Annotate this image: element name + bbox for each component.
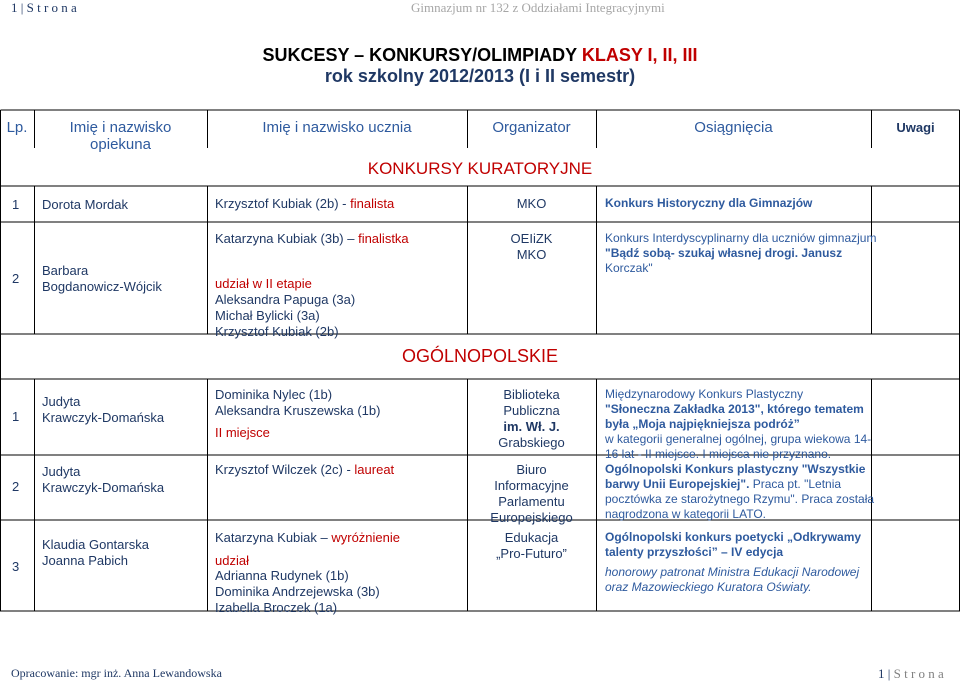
header-lp: Lp. xyxy=(6,119,28,136)
page-word: S t r o n a xyxy=(893,666,944,681)
row-lp: 2 xyxy=(12,479,20,494)
row-opiekun: Dorota Mordak xyxy=(42,197,128,212)
row-uczen-list xyxy=(215,292,355,340)
row-opiekun xyxy=(42,263,162,295)
row-opiekun-line1: Judyta xyxy=(42,464,81,479)
row-opiekun-line2: Krawczyk-Domańska xyxy=(42,480,165,495)
organizator-line: Publiczna xyxy=(503,403,560,418)
row-osiagniecia-note xyxy=(605,565,859,595)
row-opiekun-line1: Judyta xyxy=(42,394,81,409)
osiagniecia-line: honorowy patronat Ministra Edukacji Narodowej xyxy=(605,565,860,579)
row-opiekun-line1: Klaudia Gontarska xyxy=(42,537,149,552)
page-number: 1 | xyxy=(878,666,894,681)
row-uczen-name: Katarzyna Kubiak (3b) – xyxy=(215,231,359,246)
osiagniecia-line: Konkurs Interdyscyplinarny dla uczniów gimnazjum xyxy=(605,231,877,245)
osiagniecia-line: Ogólnopolski Konkurs plastyczny "Wszystkie xyxy=(605,462,866,476)
organizator-line: Biuro xyxy=(516,462,547,477)
row-uczen-participation: udział xyxy=(215,553,249,568)
student-name: Aleksandra Papuga (3a) xyxy=(215,292,356,307)
title-part-a: SUKCESY – KONKURSY/OLIMPIADY xyxy=(262,45,582,65)
row-osiagniecia xyxy=(605,231,876,276)
section-kuratoryjne: KONKURSY KURATORYJNE xyxy=(367,159,593,178)
row-opiekun xyxy=(42,394,164,426)
row-uczen-participation: udział w II etapie xyxy=(215,276,312,291)
osiagniecia-line: Ogólnopolski konkurs poetycki „Odkrywamy xyxy=(605,530,862,544)
row-opiekun-line2: Bogdanowicz-Wójcik xyxy=(42,279,162,294)
organizator-line: Biblioteka xyxy=(503,387,560,402)
title-part-b: KLASY I, II, III xyxy=(581,45,698,65)
row-uczen-result: laureat xyxy=(354,462,395,477)
row-lp: 1 xyxy=(12,197,20,212)
section-ogolnopolskie: OGÓLNOPOLSKIE xyxy=(401,346,559,366)
row-organizator xyxy=(467,462,596,526)
document-subtitle: rok szkolny 2012/2013 (I i II semestr) xyxy=(324,66,636,86)
organizator-line: Edukacja xyxy=(504,530,559,545)
student-name: Michał Bylicki (3a) xyxy=(215,308,320,323)
organizator-line: „Pro-Futuro” xyxy=(496,546,567,561)
header-uwagi: Uwagi xyxy=(896,120,935,135)
osiagniecia-line: Korczak" xyxy=(605,261,653,275)
row-opiekun xyxy=(42,464,164,496)
osiagniecia-line: Międzynarodowy Konkurs Plastyczny xyxy=(605,387,804,401)
osiagniecia-line: była „Moja najpiękniejsza podróż” xyxy=(605,417,800,431)
author-footer: Opracowanie: mgr inż. Anna Lewandowska xyxy=(11,666,222,680)
student-name: Dominika Nylec (1b) xyxy=(215,387,333,402)
row-opiekun xyxy=(42,537,149,569)
organizator-line: Europejskiego xyxy=(490,510,573,525)
osiagniecia-line: talenty przyszłości” – IV edycja xyxy=(605,545,784,559)
page-number-footer xyxy=(878,666,944,682)
osiagniecia-line: Praca pt. "Letnia xyxy=(749,477,842,491)
row-osiagniecia xyxy=(605,387,871,462)
page-number-header: 1 | S t r o n a xyxy=(11,0,77,15)
row-uczen xyxy=(215,196,394,212)
student-name: Dominika Andrzejewska (3b) xyxy=(215,584,380,599)
row-opiekun-line2: Joanna Pabich xyxy=(42,553,129,568)
row-uczen-name: Krzysztof Kubiak (2b) - xyxy=(215,196,351,211)
organizator-line: MKO xyxy=(516,247,547,262)
row-uczen-result: finalista xyxy=(350,196,395,211)
organizator-line: Parlamentu xyxy=(498,494,565,509)
header-osiagniecia: Osiągnięcia xyxy=(694,119,773,136)
row-osiagniecia xyxy=(605,530,861,560)
row-opiekun-line1: Barbara xyxy=(42,263,89,278)
row-uczen-name: Katarzyna Kubiak – xyxy=(215,530,332,545)
row-osiagniecia xyxy=(605,462,874,522)
header-uczen: Imię i nazwisko ucznia xyxy=(262,119,412,136)
student-name: Adrianna Rudynek (1b) xyxy=(215,568,349,583)
student-name: Izabella Broczek (1a) xyxy=(215,600,338,615)
osiagniecia-line: barwy Unii Europejskiej". xyxy=(605,477,750,491)
osiagniecia-line: nagrodzona w kategorii LATO. xyxy=(605,507,766,521)
student-name: Krzysztof Kubiak (2b) xyxy=(215,324,339,339)
osiagniecia-line: w kategorii generalnej ogólnej, grupa wiekowa 14- xyxy=(605,432,872,446)
row-opiekun-line2: Krawczyk-Domańska xyxy=(42,410,165,425)
row-osiagniecia: Konkurs Historyczny dla Gimnazjów xyxy=(605,196,813,210)
header-organizator: Organizator xyxy=(492,119,571,136)
osiagniecia-line: pocztówka ze starożytnego Rzymu". Praca została xyxy=(605,492,875,506)
row-uczen xyxy=(215,387,380,419)
row-uczen xyxy=(215,462,394,478)
osiagniecia-line: oraz Mazowieckiego Kuratora Oświaty. xyxy=(605,580,812,594)
osiagniecia-line: "Bądź sobą- szukaj własnej drogi. Janusz xyxy=(605,246,843,260)
row-uczen-list xyxy=(215,568,380,616)
row-organizator: MKO xyxy=(516,196,547,211)
organizator-line: Informacyjne xyxy=(494,478,569,493)
osiagniecia-line: "Słoneczna Zakładka 2013", którego tematem xyxy=(605,402,864,416)
row-uczen xyxy=(215,231,409,247)
row-uczen-result: II miejsce xyxy=(215,425,270,440)
row-organizator xyxy=(467,387,596,451)
school-name-header: Gimnazjum nr 132 z Oddziałami Integracyjnymi xyxy=(411,0,665,15)
row-uczen xyxy=(215,530,400,546)
row-uczen-name: Krzysztof Wilczek (2c) - xyxy=(215,462,355,477)
student-name: Aleksandra Kruszewska (1b) xyxy=(215,403,381,418)
organizator-line: Grabskiego xyxy=(498,435,565,450)
organizator-line: OEIiZK xyxy=(510,231,553,246)
row-lp: 2 xyxy=(12,271,20,286)
row-uczen-result: wyróżnienie xyxy=(331,530,401,545)
osiagniecia-line: 16 lat - II miejsce. I miejsca nie przyznano. xyxy=(605,447,832,461)
row-organizator xyxy=(467,231,596,263)
row-lp: 1 xyxy=(12,409,20,424)
row-organizator xyxy=(467,530,596,562)
row-lp: 3 xyxy=(12,559,20,574)
header-opiekun-line2: opiekuna xyxy=(90,136,151,153)
row-uczen-result: finalistka xyxy=(358,231,409,246)
organizator-line: im. Wł. J. xyxy=(503,419,560,434)
header-opiekun xyxy=(34,119,207,153)
header-opiekun-line1: Imię i nazwisko xyxy=(69,119,172,136)
